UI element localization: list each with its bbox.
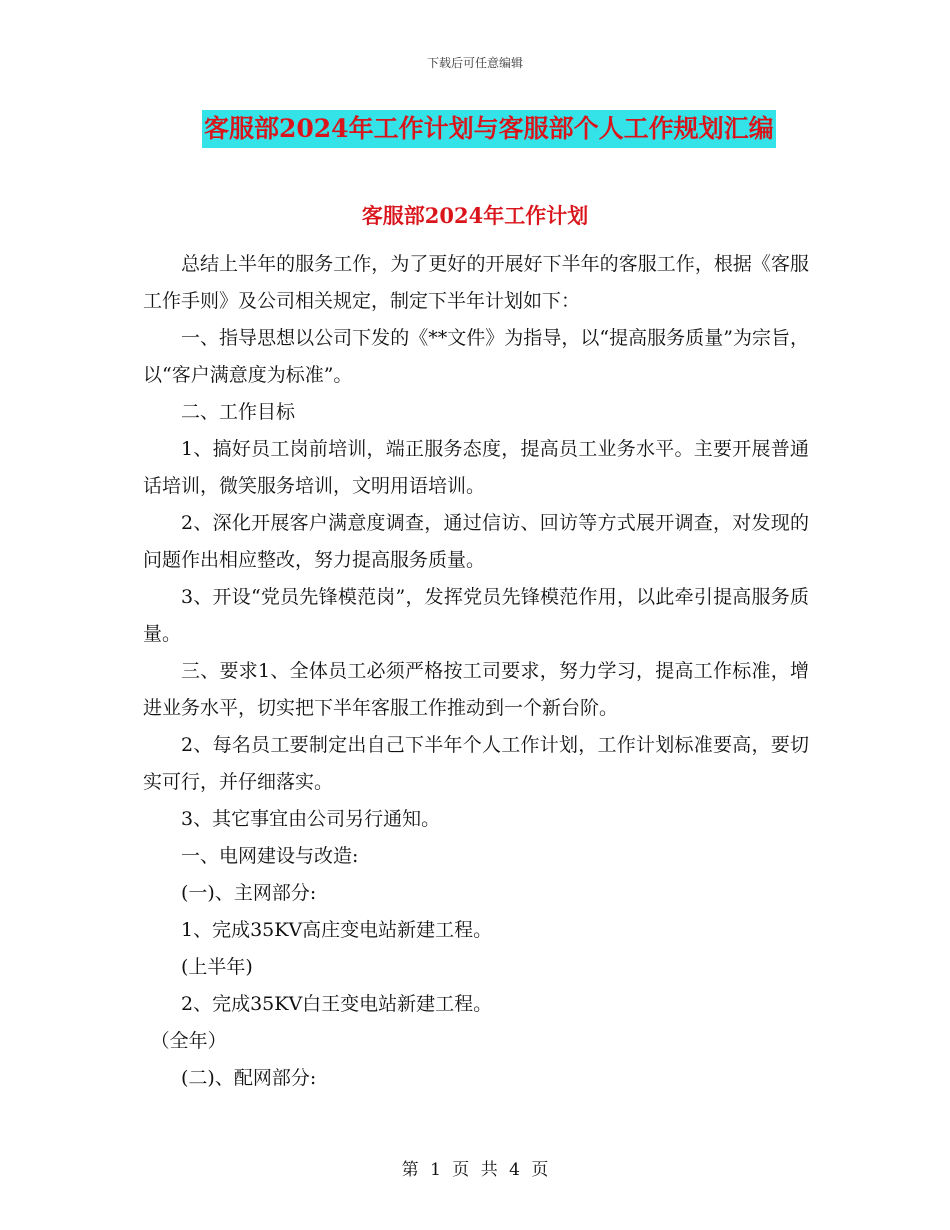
footer-label: 共 — [480, 1160, 498, 1180]
paragraph: 1、搞好员工岗前培训，端正服务态度，提高员工业务水平。主要开展普通话培训，微笑服务培训，文明用语培训。 — [143, 438, 809, 497]
main-title: 客服部2024年工作计划与客服部个人工作规划汇编 — [202, 110, 776, 148]
section-title: 客服部2024年工作计划 — [361, 203, 589, 228]
paragraph: 2、每名员工要制定出自己下半年个人工作计划，工作计划标准要高，要切实可行，并仔细落实。 — [143, 734, 809, 793]
total-page-number: 4 — [509, 1160, 520, 1180]
paragraph: (一)、主网部分: — [181, 882, 317, 904]
paragraph: 总结上半年的服务工作，为了更好的开展好下半年的客服工作，根据《客服工作手则》及公司相关规定，制定下半年计划如下： — [143, 253, 809, 312]
paragraph: (上半年) — [181, 956, 253, 978]
paragraph: 1、完成35KV高庄变电站新建工程。 — [181, 919, 493, 941]
paragraph: 2、完成35KV白王变电站新建工程。 — [181, 993, 493, 1015]
footer-label: 第 — [401, 1160, 419, 1180]
footer-label: 页 — [452, 1160, 470, 1180]
paragraph: 一、电网建设与改造: — [181, 845, 359, 867]
current-page-number: 1 — [430, 1160, 441, 1180]
header-note: 下载后可任意编辑 — [426, 56, 523, 70]
paragraph: (二)、配网部分: — [181, 1067, 317, 1089]
footer-label: 页 — [531, 1160, 549, 1180]
paragraph: 2、深化开展客户满意度调查，通过信访、回访等方式展开调查，对发现的问题作出相应整改，努力提高服务质量。 — [143, 512, 809, 571]
document-body — [143, 246, 809, 1097]
paragraph: 3、开设“党员先锋模范岗”，发挥党员先锋模范作用，以此牵引提高服务质量。 — [143, 586, 809, 645]
paragraph: 3、其它事宜由公司另行通知。 — [181, 808, 441, 830]
page-footer — [0, 1155, 950, 1180]
paragraph: 三、要求1、全体员工必须严格按工司要求，努力学习，提高工作标准，增进业务水平，切实把下半年客服工作推动到一个新台阶。 — [143, 660, 809, 719]
paragraph: 二、工作目标 — [181, 401, 296, 423]
paragraph: 一、指导思想以公司下发的《**文件》为指导，以“提高服务质量”为宗旨，以“客户满意度为标准”。 — [143, 327, 809, 386]
paragraph: （全年） — [150, 1030, 227, 1052]
